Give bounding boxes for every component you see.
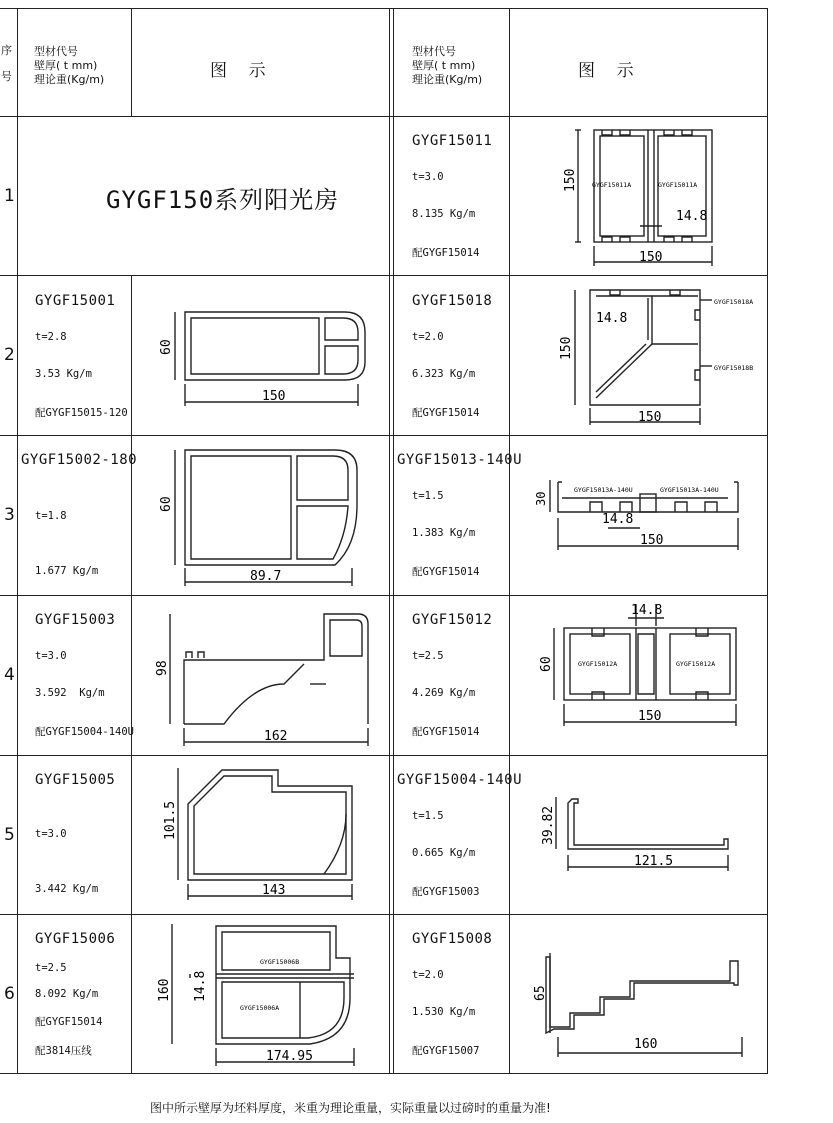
profile-drawing-gygf15013-140u — [530, 470, 745, 565]
dim-height: 101.5 — [163, 800, 178, 840]
dim-width: 174.95 — [266, 1049, 313, 1064]
profile-code: GYGF15013-140U — [397, 452, 523, 468]
dim-height: 60 — [159, 496, 174, 512]
footer-note: 图中所示壁厚为坯料厚度，米重为理论重量，实际重量以过磅时的重量为准! — [150, 1101, 551, 1115]
weight-header-left: 理论重(Kg/m) — [34, 73, 105, 86]
dim-height: 30 — [534, 491, 548, 506]
profile-drawing-gygf15003 — [150, 600, 375, 750]
profile-drawing-gygf15008 — [530, 935, 745, 1060]
model-header-right: 型材代号 — [412, 45, 456, 58]
dim-width: 150 — [262, 389, 286, 404]
dim-width: 160 — [634, 1037, 658, 1052]
dim-width: 150 — [638, 410, 662, 425]
dim-height: 60 — [539, 656, 554, 672]
row-number-2: 2 — [4, 345, 15, 365]
unit-weight: 1.530 Kg/m — [412, 1006, 476, 1018]
profile-drawing-gygf15002-180 — [150, 440, 370, 590]
profile-code: GYGF15006 — [35, 931, 116, 947]
wall-thickness: t=2.5 — [412, 650, 444, 662]
dim-gap: 14.8 — [631, 603, 663, 618]
matching-part: 配GYGF15014 — [35, 1016, 103, 1028]
unit-weight: 1.383 Kg/m — [412, 527, 476, 539]
thickness-header-left: 壁厚( t mm) — [34, 59, 98, 72]
matching-part: 配GYGF15015-120 — [35, 407, 128, 419]
profile-drawing-gygf15011 — [550, 120, 750, 272]
row-number-4: 4 — [4, 665, 15, 685]
dim-width: 150 — [640, 533, 664, 548]
table-border-right — [767, 8, 768, 1074]
matching-part: 配GYGF15014 — [412, 566, 480, 578]
unit-weight: 4.269 Kg/m — [412, 687, 476, 699]
unit-weight: 3.592 Kg/m — [35, 687, 105, 699]
unit-weight: 8.092 Kg/m — [35, 988, 99, 1000]
unit-weight: 0.665 Kg/m — [412, 847, 476, 859]
wall-thickness: t=1.8 — [35, 510, 67, 522]
seq-header-1: 序 — [1, 44, 12, 57]
unit-weight: 6.323 Kg/m — [412, 368, 476, 380]
part-label-b: GYGF15006A — [240, 1004, 280, 1012]
table-border-bottom — [0, 1073, 768, 1074]
col-divider-right-fig — [509, 8, 510, 1074]
wall-thickness: t=3.0 — [35, 828, 67, 840]
dim-height: 150 — [559, 336, 574, 360]
part-label-b: GYGF15011A — [658, 181, 698, 189]
figure-header-right: 图 示 — [578, 61, 634, 81]
row-number-6: 6 — [4, 984, 15, 1004]
wall-thickness: t=3.0 — [35, 650, 67, 662]
wall-thickness: t=2.0 — [412, 331, 444, 343]
dim-gap: 14.8 — [602, 512, 634, 527]
part-label-a: GYGF15018A — [714, 298, 754, 306]
row-number-5: 5 — [4, 825, 15, 845]
profile-code: GYGF15008 — [412, 931, 493, 947]
part-label-b: GYGF15018B — [714, 364, 754, 372]
row-divider-5 — [0, 914, 768, 915]
matching-part: 配GYGF15014 — [412, 407, 480, 419]
profile-code: GYGF15011 — [412, 133, 493, 149]
dim-height: 39.82 — [541, 805, 556, 845]
dim-height: 150 — [563, 168, 578, 192]
wall-thickness: t=1.5 — [412, 490, 444, 502]
dim-width: 143 — [262, 883, 286, 898]
dim-height: 98 — [155, 660, 170, 676]
matching-part: 配GYGF15003 — [412, 886, 480, 898]
profile-drawing-gygf15006 — [150, 918, 375, 1070]
matching-part: 配GYGF15014 — [412, 726, 480, 738]
dim-height: 160 — [157, 978, 172, 1002]
profile-code: GYGF15004-140U — [397, 772, 523, 788]
col-divider-middle-b — [393, 8, 394, 1074]
dim-width: 150 — [639, 250, 663, 265]
seq-header-2: 号 — [1, 70, 12, 83]
matching-part: 配GYGF15014 — [412, 247, 480, 259]
model-header-left: 型材代号 — [34, 45, 78, 58]
part-label-a: GYGF15006B — [260, 958, 300, 966]
profile-drawing-gygf15018 — [550, 280, 765, 430]
col-divider-left-fig — [131, 275, 132, 1074]
series-title: GYGF150系列阳光房 — [106, 186, 340, 214]
row-divider-4 — [0, 755, 768, 756]
profile-drawing-gygf15012 — [530, 600, 745, 730]
profile-code: GYGF15018 — [412, 293, 493, 309]
unit-weight: 3.53 Kg/m — [35, 368, 92, 380]
part-label-b: GYGF15012A — [676, 660, 716, 668]
dim-height: 65 — [533, 985, 548, 1001]
part-label-a: GYGF15013A-140U — [574, 486, 633, 494]
dim-gap: 14.8 — [676, 209, 708, 224]
wall-thickness: t=2.5 — [35, 962, 67, 974]
row-divider-header — [0, 116, 768, 117]
profile-code: GYGF15005 — [35, 772, 116, 788]
dim-height: 60 — [159, 339, 174, 355]
col-divider-left-fig-header — [131, 8, 132, 117]
weight-header-right: 理论重(Kg/m) — [412, 73, 483, 86]
profile-code: GYGF15003 — [35, 612, 116, 628]
profile-drawing-gygf15005 — [150, 760, 370, 910]
wall-thickness: t=3.0 — [412, 171, 444, 183]
dim-width: 162 — [264, 729, 288, 744]
matching-part: 配GYGF15007 — [412, 1045, 480, 1057]
part-label-a: GYGF15012A — [578, 660, 618, 668]
dim-gap: 14.8 — [596, 311, 628, 326]
profile-code: GYGF15001 — [35, 293, 116, 309]
row-number-1: 1 — [4, 186, 15, 206]
dim-width: 150 — [638, 709, 662, 724]
table-border-top — [0, 8, 768, 9]
col-divider-middle-a — [389, 8, 390, 1074]
row-divider-3 — [0, 595, 768, 596]
wall-thickness: t=1.5 — [412, 810, 444, 822]
row-number-3: 3 — [4, 505, 15, 525]
row-divider-2 — [0, 435, 768, 436]
unit-weight: 3.442 Kg/m — [35, 883, 99, 895]
figure-header-left: 图 示 — [210, 61, 266, 81]
profile-code: GYGF15002-180 — [21, 452, 138, 468]
row-divider-1 — [0, 275, 768, 276]
wall-thickness: t=2.0 — [412, 969, 444, 981]
profile-drawing-gygf15001 — [150, 300, 375, 415]
thickness-header-right: 壁厚( t mm) — [412, 59, 476, 72]
matching-part: 配GYGF15004-140U — [35, 726, 135, 738]
profile-drawing-gygf15004-140u — [530, 775, 745, 875]
wall-thickness: t=2.8 — [35, 331, 67, 343]
dim-width: 89.7 — [250, 569, 282, 584]
profile-code: GYGF15012 — [412, 612, 493, 628]
dim-gap: 14.8 — [193, 970, 208, 1002]
unit-weight: 1.677 Kg/m — [35, 565, 99, 577]
unit-weight: 8.135 Kg/m — [412, 208, 476, 220]
part-label-b: GYGF15013A-140U — [660, 486, 719, 494]
dim-width: 121.5 — [634, 854, 674, 869]
matching-part-2: 配3814压线 — [35, 1045, 92, 1057]
part-label-a: GYGF15011A — [592, 181, 632, 189]
col-divider-seq — [17, 8, 18, 1074]
